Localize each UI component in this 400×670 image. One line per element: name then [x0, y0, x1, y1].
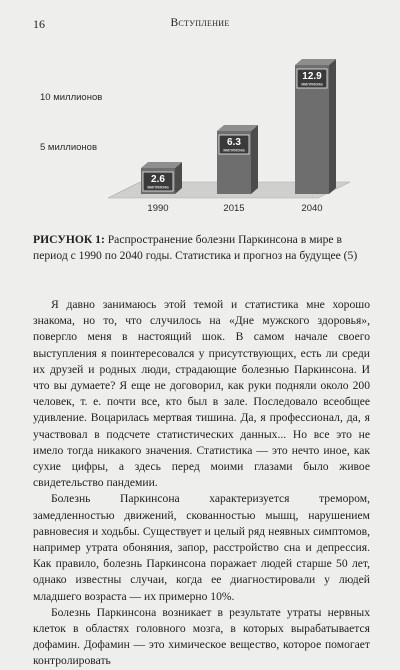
- y-tick-label: 5 миллионов: [40, 142, 98, 153]
- bar-unit-label: миллиона: [223, 147, 245, 153]
- body-text: [33, 297, 370, 670]
- bar-top: [295, 59, 336, 65]
- bar-1990: [141, 162, 182, 194]
- bar-top: [217, 125, 258, 131]
- body-paragraph: Болезнь Паркинсона характеризуется тремором, замедленностью движений, скованностью мышц, нарушением равновесия и ходьбы. Существует и целый ряд неявных симптомов, например утрата обоняния, запор, расстройство сна и депрессия. Как правило, болезнь Паркинсона поражает людей старше 50 лет, однако известны случаи, когда ее диагностировали у людей младшего возраста — их примерно 10%.: [33, 492, 370, 603]
- figure-caption: [33, 232, 370, 264]
- prevalence-bar-chart: [0, 38, 400, 223]
- bar-value-label: 2.6: [151, 174, 165, 185]
- page-number: 16: [33, 17, 45, 31]
- running-head: Вступление: [170, 17, 230, 29]
- y-tick-label: 10 миллионов: [40, 92, 103, 103]
- bar-side: [329, 59, 336, 194]
- bar-unit-label: миллиона: [147, 184, 169, 190]
- x-tick-label: 2040: [301, 203, 323, 214]
- body-paragraph: Болезнь Паркинсона возникает в результате утраты нервных клеток в областях головного мозга, в которых вырабатывается дофамин. Дофамин — это химическое вещество, которое помогает контролировать: [33, 605, 370, 668]
- figure-caption-text: Распространение болезни Паркинсона в мире в период с 1990 по 2040 годы. Статистика и прогноз на будущее (5): [33, 233, 358, 262]
- bar-value-label: 12.9: [302, 71, 322, 82]
- bar-unit-label: миллиона: [301, 81, 323, 87]
- x-tick-label: 1990: [147, 203, 169, 214]
- x-tick-label: 2015: [223, 203, 245, 214]
- bar-2040: [295, 59, 336, 194]
- bar-value-label: 6.3: [227, 137, 241, 148]
- figure-caption-label: РИСУНОК 1:: [33, 233, 105, 246]
- body-paragraph: Я давно занимаюсь этой темой и статистика мне хорошо знакома, но то, что случилось на «Дне мужского здоровья», повергло меня в настоящий шок. В самом начале своего выступления я поинтересовался у присутствующих, есть ли среди их друзей и родных люди, страдающие болезнью Паркинсона. И что вы думаете? Я еще не договорил, как руки подняли около 200 человек, т. е. почти все, кто был в зале. Последовало всеобщее удивление. Воцарилась мертвая тишина. Да, я профессионал, да, я участвовал в подсчете статистических данных... Но все это не имело тогда никакого значения. Статистика — это нечто иное, как сухие цифры, а здесь перед моими глазами было живое свидетельство пандемии.: [33, 298, 370, 490]
- bar-side: [251, 125, 258, 194]
- bar-2015: [217, 125, 258, 194]
- bar-top: [141, 162, 182, 168]
